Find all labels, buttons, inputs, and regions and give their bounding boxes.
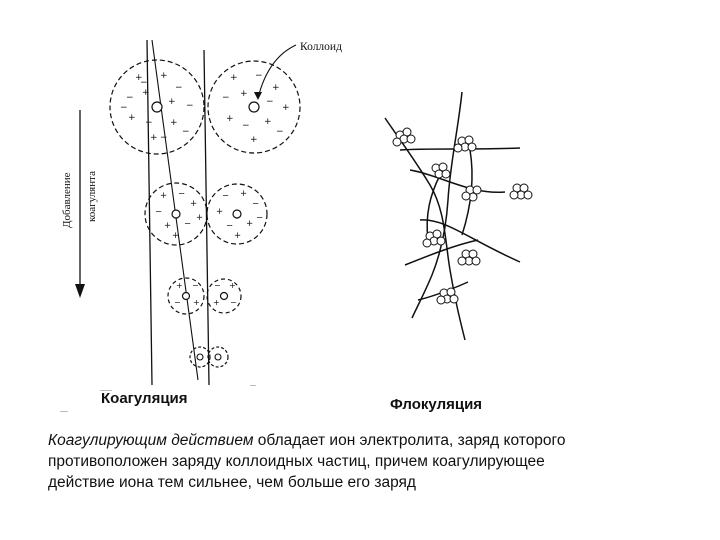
svg-text:−: − [242,121,250,131]
svg-text:−: − [186,101,194,111]
svg-text:+: + [229,281,236,290]
axis-label-line1: Добавление [61,172,73,228]
coagulation-caption: Коагуляция [101,390,188,407]
svg-text:−: − [222,93,230,103]
svg-text:+: + [172,231,180,241]
colloid-particle [208,61,300,153]
svg-text:+: + [282,103,290,113]
svg-text:+: + [135,73,143,83]
svg-text:−: − [266,97,274,107]
svg-text:+: + [160,191,168,201]
svg-text:−: − [226,221,234,231]
svg-text:+: + [193,298,200,307]
svg-text:−: − [214,281,221,290]
svg-text:−: − [160,133,168,143]
svg-text:+: + [160,71,168,81]
svg-text:−: − [174,298,181,307]
svg-text:−: − [145,118,153,128]
colloid-particle [207,279,241,313]
svg-text:−: − [192,281,199,290]
svg-text:+: + [246,219,254,229]
svg-text:+: + [168,97,176,107]
colloid-particle [207,184,267,244]
svg-text:+: + [128,113,136,123]
svg-text:+: + [213,298,220,307]
svg-text:+: + [264,117,272,127]
svg-text:+: + [190,199,198,209]
svg-text:−: − [155,207,163,217]
svg-text:+: + [272,83,280,93]
svg-text:+: + [240,189,248,199]
svg-text:+: + [176,281,183,290]
svg-text:+: + [150,133,158,143]
svg-text:+: + [250,135,258,145]
paragraph-line-3: действие иона тем сильнее, чем больше его заряд [48,474,416,491]
svg-text:−: − [222,191,230,201]
colloid-pointer-head [254,92,262,100]
colloid-particle [168,278,204,314]
svg-text:+: + [216,207,224,217]
axis-label-line2: коагулянта [86,171,98,222]
svg-text:+: + [226,114,234,124]
svg-text:−: − [276,127,284,137]
paragraph-line-1 [48,430,688,451]
svg-text:+: + [196,213,204,223]
svg-text:+: + [230,73,238,83]
svg-text:−: − [175,83,183,93]
paragraph-line-2: противоположен заряду коллоидных частиц, причем коагулирующее [48,453,545,470]
svg-text:−: − [178,189,186,199]
svg-text:−: − [230,298,237,307]
svg-text:−: − [140,78,148,88]
svg-text:−: − [126,93,134,103]
svg-text:−: − [255,71,263,81]
colloid-particle [145,183,207,245]
colloid-label: Коллоид [300,41,342,53]
coagulant-arrow-head [75,284,85,298]
svg-text:+: + [240,89,248,99]
svg-text:+: + [142,88,150,98]
floc-particle-cluster [393,128,532,304]
svg-text:−: − [184,219,192,229]
svg-text:−: − [182,127,190,137]
svg-text:+: + [164,221,172,231]
svg-text:−: − [256,213,264,223]
svg-text:−: − [120,103,128,113]
svg-text:+: + [170,118,178,128]
svg-text:−: − [252,199,260,209]
explanation-paragraph [48,430,688,493]
svg-text:+: + [234,231,242,241]
italic-term: Коагулирующим действием [48,432,254,449]
paragraph-line-1-rest: обладает ион электролита, заряд которого [253,432,566,449]
flocculation-caption: Флокуляция [390,396,483,413]
